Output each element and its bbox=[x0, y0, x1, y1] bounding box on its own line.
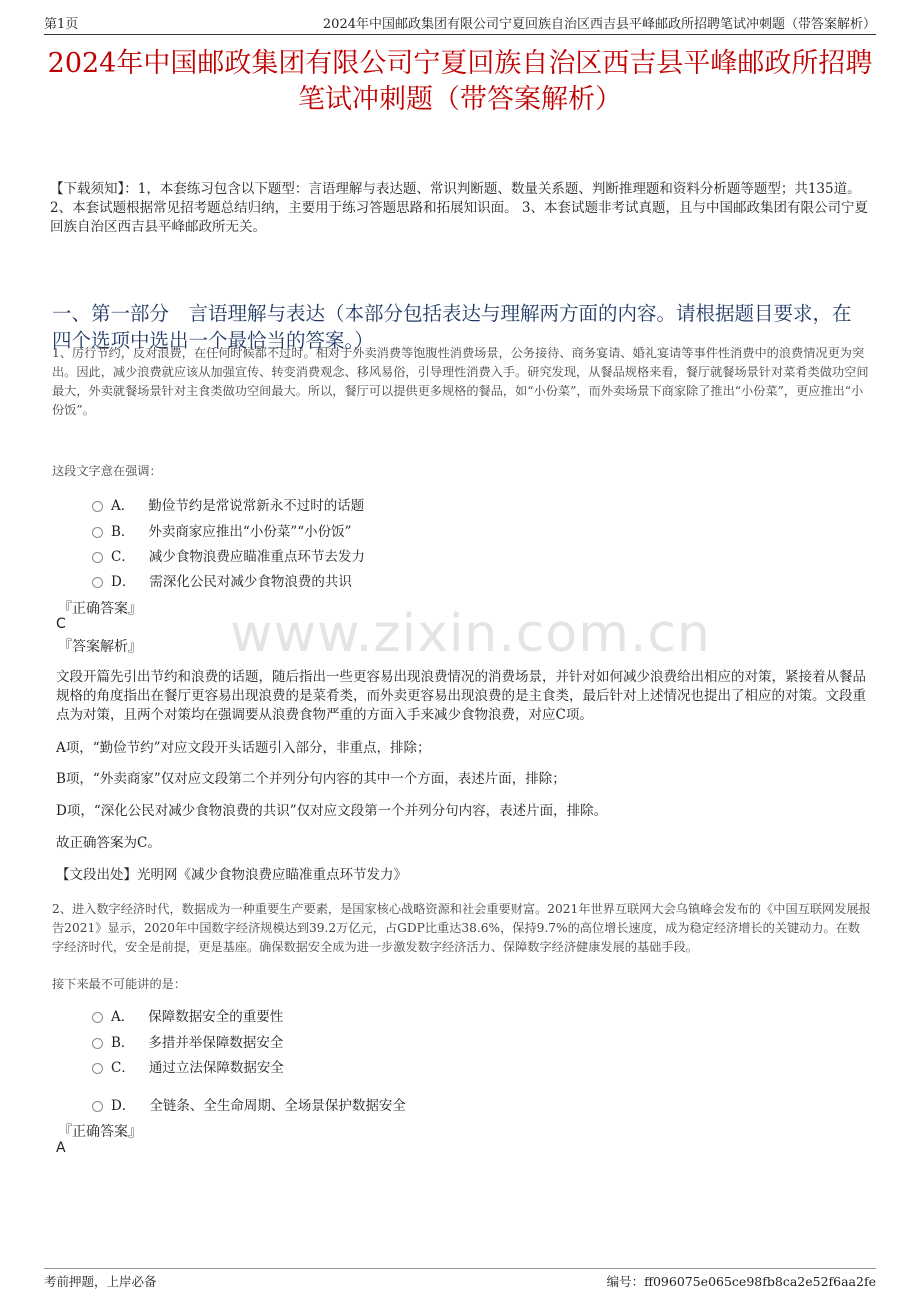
question-1-analysis-b: B项，“外卖商家”仅对应文段第二个并列分句内容的其中一个方面，表述片面，排除； bbox=[56, 771, 566, 787]
option-letter: A． bbox=[111, 1009, 135, 1025]
radio-icon[interactable] bbox=[92, 1063, 103, 1074]
page-footer bbox=[44, 1268, 876, 1290]
option-text: 减少食物浪费应瞄准重点环节去发力 bbox=[148, 549, 365, 565]
option-letter: A． bbox=[111, 498, 135, 514]
question-1-prompt: 这段文字意在强调： bbox=[52, 464, 162, 478]
radio-icon[interactable] bbox=[92, 1012, 103, 1023]
question-1-option-a[interactable] bbox=[92, 494, 364, 514]
page-number: 第1页 bbox=[44, 17, 79, 32]
question-1-analysis-a: A项，“勤俭节约”对应文段开头话题引入部分，非重点，排除； bbox=[56, 740, 431, 756]
question-2-option-b[interactable] bbox=[92, 1031, 283, 1051]
question-1-option-b[interactable] bbox=[92, 520, 352, 540]
footer-slogan: 考前押题，上岸必备 bbox=[44, 1274, 157, 1289]
question-1-analysis-main: 文段开篇先引出节约和浪费的话题，随后指出一些更容易出现浪费情况的消费场景，并针对如何减少浪费给出相应的对策，紧接着从餐品规格的角度指出在餐厅更容易出现浪费的是菜肴类，而外卖更容易出现浪费的是主食类，最后针对上述情况也提出了相应的对策。文段重点为对策，且两个对策均在强调要从浪费食物严重的方面入手来减少食物浪费，对应C项。 bbox=[56, 669, 866, 723]
radio-icon[interactable] bbox=[92, 552, 103, 563]
question-1-option-d[interactable] bbox=[92, 570, 352, 590]
question-1-source: 【文段出处】光明网《减少食物浪费应瞄准重点环节发力》 bbox=[56, 867, 407, 883]
question-1-answer: C bbox=[56, 616, 66, 632]
option-letter: D． bbox=[111, 1098, 136, 1114]
radio-icon[interactable] bbox=[92, 577, 103, 588]
option-letter: C． bbox=[111, 549, 135, 565]
radio-icon[interactable] bbox=[92, 527, 103, 538]
section-heading: 一、第一部分 言语理解与表达（本部分包括表达与理解两方面的内容。请根据题目要求，在四个选项中选出一个最恰当的答案。） bbox=[52, 302, 852, 352]
option-text: 通过立法保障数据安全 bbox=[148, 1060, 284, 1076]
option-letter: B． bbox=[111, 524, 135, 540]
option-text: 保障数据安全的重要性 bbox=[148, 1009, 284, 1025]
question-2-option-d[interactable] bbox=[92, 1094, 406, 1114]
option-text: 外卖商家应推出“小份菜”“小份饭” bbox=[148, 524, 352, 540]
option-letter: B． bbox=[111, 1035, 135, 1051]
option-text: 全链条、全生命周期、全场景保护数据安全 bbox=[149, 1098, 406, 1114]
download-notice: 【下载须知】：1，本套练习包含以下题型：言语理解与表达题、常识判断题、数量关系题、判断推理题和资料分析题等题型；共135道。 2、本套试题根据常见招考题总结归纳，主要用于练习答题思路和拓展知识面。 3、本套试题非考试真题，且与中国邮政集团有限公司宁夏回族自治区西吉县平峰邮政所无关。 bbox=[50, 181, 868, 235]
option-letter: C． bbox=[111, 1060, 135, 1076]
question-1-analysis-label: 『答案解析』 bbox=[58, 639, 142, 655]
header-doc-title: 2024年中国邮政集团有限公司宁夏回族自治区西吉县平峰邮政所招聘笔试冲刺题（带答案解析） bbox=[322, 17, 876, 32]
question-1-conclusion: 故正确答案为C。 bbox=[56, 835, 161, 851]
question-1-option-c[interactable] bbox=[92, 545, 365, 565]
footer-doc-id: 编号：ff096075e065ce98fb8ca2e52f6aa2fe bbox=[606, 1274, 876, 1289]
question-2-option-c[interactable] bbox=[92, 1056, 284, 1076]
radio-icon[interactable] bbox=[92, 501, 103, 512]
option-text: 勤俭节约是常说常新永不过时的话题 bbox=[148, 498, 365, 514]
question-2-answer: A bbox=[56, 1140, 66, 1156]
option-letter: D． bbox=[111, 574, 136, 590]
question-2-stem: 2、进入数字经济时代，数据成为一种重要生产要素，是国家核心战略资源和社会重要财富。2021年世界互联网大会乌镇峰会发布的《中国互联网发展报告2021》显示，2020年中国数字经济规模达到39.2万亿元，占GDP比重达38.6%，保持9.7%的高位增长速度，成为稳定经济增长的关键动力。在数字经济时代，安全是前提，更是基座。确保数据安全成为进一步激发数字经济活力、保障数字经济健康发展的基础手段。 bbox=[52, 902, 871, 954]
question-1-stem: 1、厉行节约，反对浪费，在任何时候都不过时。相对于外卖消费等饱腹性消费场景，公务接待、商务宴请、婚礼宴请等事件性消费中的浪费情况更为突出。因此，减少浪费就应该从加强宣传、转变消费观念、移风易俗，引导理性消费入手。研究发现，从餐品规格来看，餐厅就餐场景针对菜肴类做功空间最大，外卖就餐场景针对主食类做功空间最大。所以，餐厅可以提供更多规格的餐品，如“小份菜”，而外卖场景下商家除了推出“小份菜”，更应推出“小份饭”。 bbox=[52, 346, 869, 417]
question-2-prompt: 接下来最不可能讲的是： bbox=[52, 977, 187, 991]
radio-icon[interactable] bbox=[92, 1038, 103, 1049]
question-2-option-a[interactable] bbox=[92, 1005, 283, 1025]
page-header bbox=[44, 10, 876, 35]
option-text: 需深化公民对减少食物浪费的共识 bbox=[149, 574, 352, 590]
question-1-answer-label: 『正确答案』 bbox=[58, 601, 142, 617]
option-text: 多措并举保障数据安全 bbox=[148, 1035, 284, 1051]
question-2-answer-label: 『正确答案』 bbox=[58, 1124, 142, 1140]
watermark: www.zixin.com.cn bbox=[230, 604, 711, 664]
document-title: 2024年中国邮政集团有限公司宁夏回族自治区西吉县平峰邮政所招聘笔试冲刺题（带答案解析） bbox=[47, 48, 873, 115]
question-1-analysis-d: D项，“深化公民对减少食物浪费的共识”仅对应文段第一个并列分句内容，表述片面，排除。 bbox=[56, 803, 608, 819]
radio-icon[interactable] bbox=[92, 1101, 103, 1112]
